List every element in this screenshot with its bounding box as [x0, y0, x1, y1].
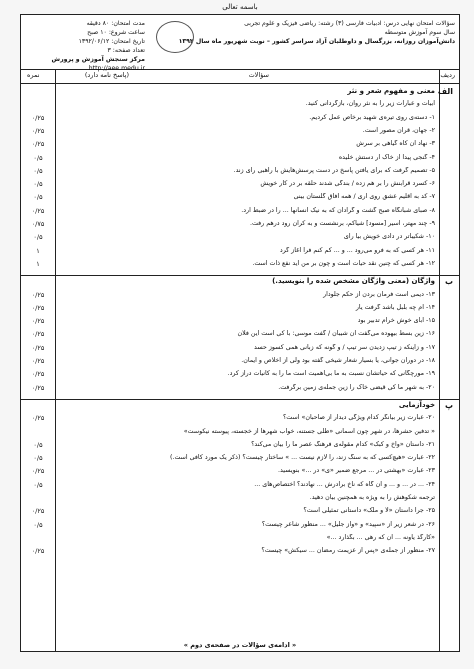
seal-logo	[156, 21, 194, 53]
question-line: ۲- جهان، قرآن مصور است.	[362, 126, 435, 134]
section-divider	[21, 399, 459, 400]
question-score: ۰/۲۵	[31, 317, 45, 326]
header-left-line: تعداد صفحه: ۳	[107, 47, 145, 54]
header-right-line: سؤالات امتحان نهایی درس: ادبیات فارسی (۳) رشته: ریاضی فیزیک و علوم تجربی	[244, 20, 455, 27]
header-left-line: تاریخ امتحان: ۱۳۹۲/۰۶/۱۲	[78, 38, 145, 45]
answer-note: (پاسخ نامه دارد)	[84, 71, 129, 79]
question-score: ۰/۲۵	[31, 290, 45, 299]
header-left-line: مدت امتحان: ۸۰ دقیقه	[86, 20, 145, 27]
exam-page	[20, 3, 460, 652]
question-line: ۲۰- عبارت زیر بیانگر کدام ویژگی دیدار از صاحبان» است؟	[282, 414, 435, 422]
question-line: ۴- گنجی پیدا از خاک ار دستش خلیده	[338, 153, 435, 161]
question-score: ۰/۵	[33, 480, 43, 489]
score-header: نمره	[27, 71, 40, 79]
question-line: ۱۸- در دوران جوانی، یا بسیار شعار شیخی گفته بود ولی از اخلاص و ایمان.	[241, 357, 435, 364]
question-line: ۳- نهاد آن کاه گیاهی بر سرش	[356, 140, 435, 148]
table-header	[21, 69, 459, 84]
question-score: ۰/۷۵	[31, 220, 45, 228]
question-score: ۰/۲۵	[31, 467, 45, 476]
questions-header: سؤالات	[248, 71, 269, 79]
header-left-line: http://aee.medu.ir	[88, 65, 145, 72]
question-score: ۰/۲۵	[31, 330, 45, 339]
header-left	[25, 19, 145, 73]
question-score: ۰/۵	[33, 153, 43, 162]
header-left-line: ساعت شروع: ۱۰ صبح	[87, 29, 145, 36]
question-line: ۱۴- ام چه بلبل باشد گرفت یار	[355, 303, 435, 311]
question-score: ۰/۲۵	[31, 547, 45, 556]
row-header: ردیف	[440, 71, 455, 79]
section-title: خودآزمایی	[398, 400, 435, 409]
question-line: « تدفین حشرها، در شهر چون آسمانی «طلی جستنه، خواب شهرها از خجسته، پیوسته نیکوست»	[183, 427, 435, 435]
question-score: ۰/۲۵	[31, 370, 45, 379]
question-line: ۱۰- شکیباتر در دادی خویش بیا رای	[343, 233, 435, 241]
header-right-line: دانش‌آموزان روزانه، بزرگسال و داوطلبان آزاد سراسر کشور – نوبت شهریور ماه سال ۱۳۹۲	[178, 38, 455, 45]
question-score: ۰/۵	[33, 233, 43, 242]
question-line: ۲۳- عبارت «بهشتی در ... مرجع ضمیر «ی» در ...» بنویسید.	[278, 467, 435, 475]
question-line: ۱۵- ابای خوش خرام تدبیر بود	[357, 317, 435, 325]
question-line: ۲۱- داستان «واخ و کبک» کدام مقوله‌ی فرهنگ عصر ما را بیان می‌کند؟	[251, 440, 435, 448]
question-score: ۰/۲۵	[31, 113, 45, 122]
question-score: ۰/۵	[33, 193, 43, 202]
question-line: «کارگذ یاونه ... آن که رهی ... بگذارد ...»	[326, 533, 435, 541]
question-line: ابیات و عبارات زیر را به نثر روان، بازگردانی کنید.	[305, 100, 435, 108]
question-score: ۰/۵	[33, 180, 43, 189]
section-letter: الف	[437, 87, 453, 96]
question-score: ۰/۲۵	[31, 303, 45, 312]
question-line: ۱۷- و زاینکه ز تیپ زدیدن سر تیپ / و گونه که زبانی همی کسوز حسد	[254, 343, 435, 351]
question-score: ۰/۲۵	[31, 126, 45, 135]
question-line: ۲۲- عبارت «هیچ‌کسی که به سنگ زند، را لازم نیست ... » ساختار چیست؟ (ذکر یک مورد کافی است.)	[169, 454, 435, 462]
question-score: ۰/۵	[33, 454, 43, 463]
question-line: ۲۷- منظور از جمله‌ی «پس از عزیمت رمضان ... سیکش» چیست؟	[261, 547, 435, 555]
question-line: ۶- کسرد قرابنش را بر هم زده / بندگی شدند حلقه بر در کار خویش	[260, 180, 435, 188]
question-line: ۲۴- ... در ... و ... و آن گاه که ناخ برادرش ... نهادند؟ اختصاص‌های ...	[254, 480, 435, 488]
question-line: ۱- دسته‌ی روی تیره‌ی شهید برخاص عمل کردیم.	[309, 113, 435, 121]
question-line: ۲۶- در شعر زیر از «سپید» و «واز جلیل» ... منظور شاعر چیست؟	[261, 520, 435, 528]
question-line: ۹- چند مهتر، اسیر [مسود] شیاکم، برنشست و به کران رود درهم رفت.	[249, 220, 435, 227]
question-score: ۱	[36, 246, 40, 255]
question-line: ۱۱- هر کسی که به فرو می‌رود ... و ... کم کنم فرا آغاز گرد	[279, 246, 435, 254]
question-line: ۱۹- مورچگانی که حیاتشان نسبت به ما بی‌اهمیت است ما را به کانیات دراز کرد.	[227, 370, 435, 378]
question-line: ترجمه شکوهش را به ویژه به همچنین بیان دهید.	[309, 494, 435, 501]
section-title: واژگان (معنی واژگان مشخص شده را بنویسید.)	[272, 277, 435, 286]
question-line: ۱۳- دیمی است فرمان بردن از حکم جلودار	[323, 290, 435, 298]
question-line: ۲۰- به شهر ما کی قیضی خاک را زین جمله‌ی زمین برگرفت.	[278, 383, 435, 391]
top-note: باسمه تعالی	[222, 3, 258, 11]
question-score: ۰/۲۵	[31, 414, 45, 423]
header-right	[155, 19, 455, 46]
question-score: ۰/۲۵	[31, 343, 45, 352]
question-line: ۸- صبای شبانگاه صبح گشت و گرادان که به نیک انسانها ... را در ضبط آرد.	[241, 206, 435, 214]
question-score: ۱	[36, 259, 40, 268]
section-letter: ب	[444, 277, 453, 287]
question-line: ۲۵- جرا داستان «لا و ملک» داستانی تمثیلی است؟	[303, 507, 435, 515]
question-line: ۱۶- زین بسط بیهوده می‌گفت آن شیبان / گفت موسی: با کی است این فلان	[237, 330, 435, 338]
question-score: ۰/۵	[33, 520, 43, 529]
question-line: ۵- تصمیم گرفت که برای یافتن پاسخ در دست پرسش‌هایش با راهبی رای زند.	[233, 166, 435, 174]
question-score: ۰/۲۵	[31, 357, 45, 365]
question-score: ۰/۵	[33, 166, 43, 175]
question-score: ۰/۲۵	[31, 206, 45, 215]
section-title: معنی و مفهوم شعر و نثر	[347, 87, 435, 95]
question-score: ۰/۵	[33, 440, 43, 449]
question-line: ۷- کد به اقلیم عشق روی آری / همه آفاق گلستان بینی	[293, 193, 435, 201]
header-right-line: سال سوم آموزش متوسطه	[384, 29, 455, 36]
header-left-line: مرکز سنجش آموزش و پرورش	[51, 56, 145, 63]
question-score: ۰/۲۵	[31, 383, 45, 392]
question-score: ۰/۲۵	[31, 140, 45, 149]
continue-note: « ادامه‌ی سؤالات در صفحه‌ی دوم »	[183, 641, 297, 649]
question-line: ۱۲- هر کسی که چنین نقد حیات است و چون بر من آید نفع ذات است.	[252, 259, 435, 267]
score-column-divider	[55, 69, 56, 651]
row-column-divider	[439, 69, 440, 651]
section-letter: پ	[444, 400, 453, 410]
exam-header	[21, 15, 459, 70]
question-score: ۰/۲۵	[31, 507, 45, 516]
